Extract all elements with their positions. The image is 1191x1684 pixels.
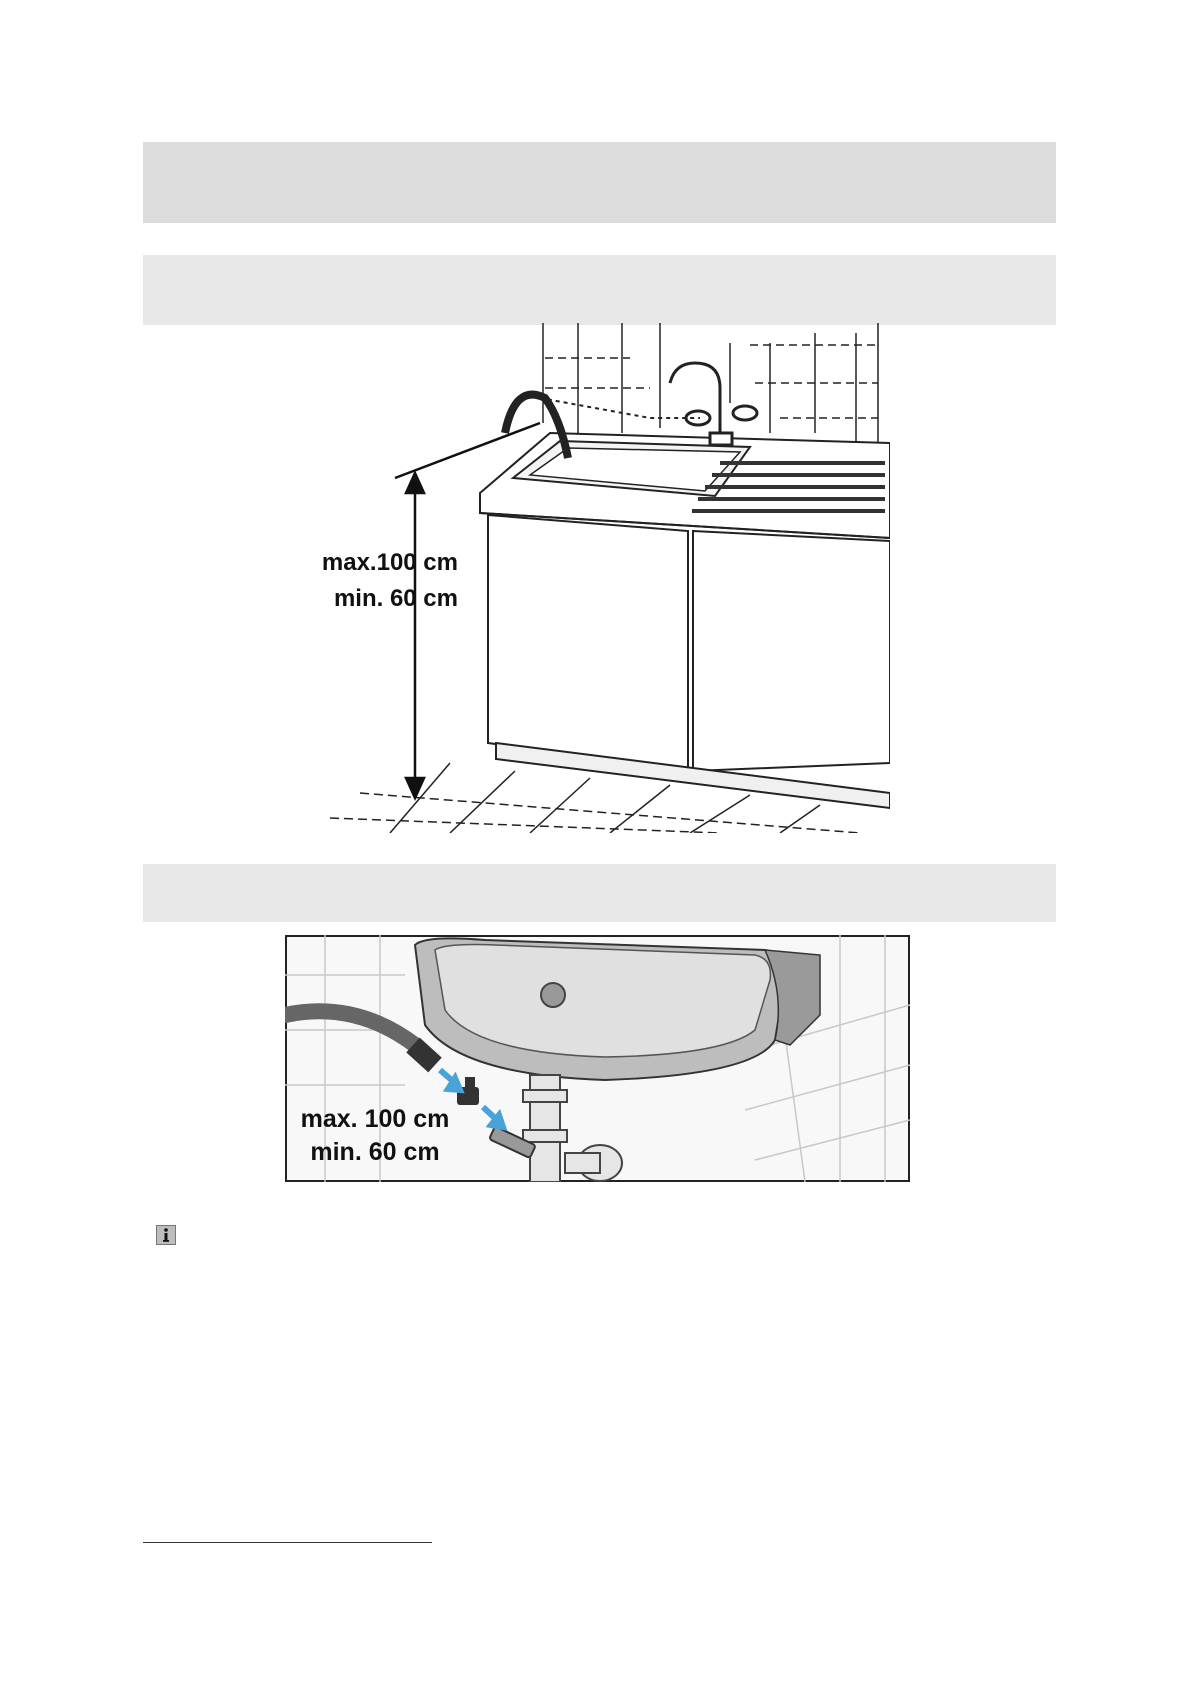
max-height-label-2: max. 100 cm (300, 1105, 450, 1133)
max-height-label: max.100 cm (321, 549, 458, 576)
info-icon (156, 1225, 176, 1245)
sink-installation-figure (300, 323, 890, 833)
section-heading-band-1 (143, 255, 1056, 325)
basin-connection-figure (285, 935, 910, 1182)
section-heading-band-2 (143, 864, 1056, 922)
min-height-label: min. 60 cm (333, 585, 458, 612)
header-band (143, 142, 1056, 223)
min-height-label-2: min. 60 cm (310, 1138, 440, 1166)
cabinet (488, 515, 890, 808)
floor-tiles (330, 763, 860, 833)
footnote-separator (143, 1542, 432, 1543)
faucet (670, 363, 757, 445)
drain-grate (541, 983, 565, 1007)
